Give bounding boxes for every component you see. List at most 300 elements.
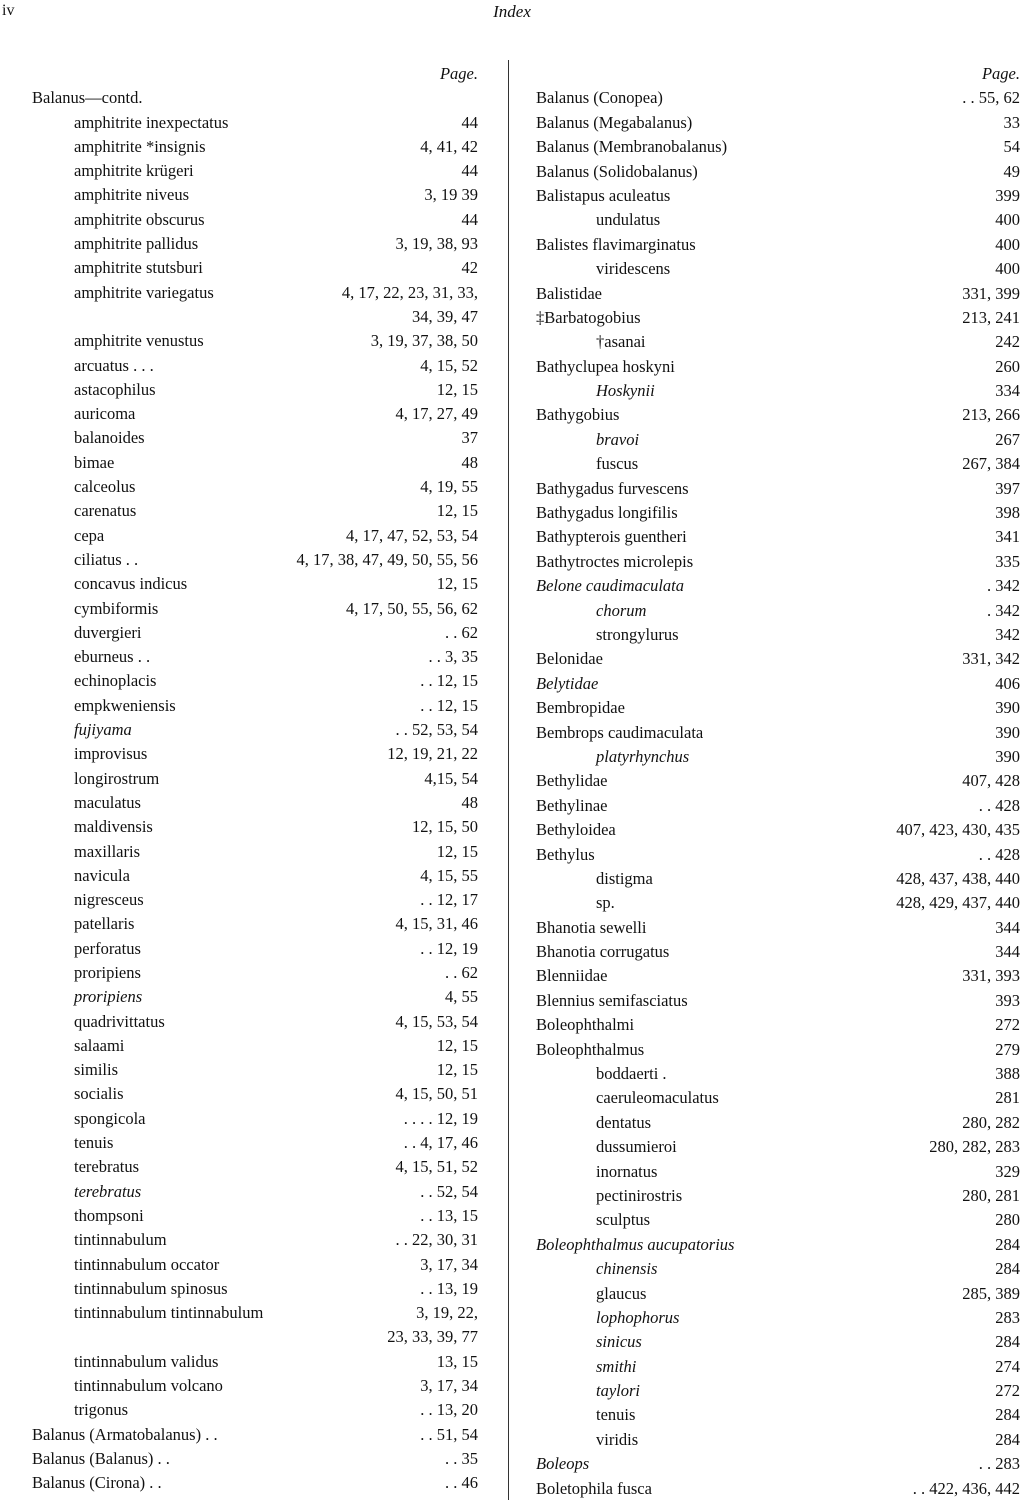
entry-term: sinicus	[596, 1332, 642, 1352]
index-entry	[0, 1010, 482, 1034]
entry-pages: 284	[995, 1234, 1020, 1254]
index-entry	[0, 1471, 482, 1495]
entry-pages: 3, 19 39	[424, 185, 478, 205]
entry-term: Bathyclupea hoskyni	[536, 356, 675, 376]
index-entry	[530, 745, 1024, 769]
entry-term: terebratus	[74, 1157, 140, 1177]
index-entry	[530, 452, 1024, 476]
entry-pages: . . 51, 54	[420, 1424, 478, 1444]
index-entry	[0, 475, 482, 499]
entry-pages: 284	[995, 1332, 1020, 1352]
entry-term: Balanus (Balanus) . .	[32, 1448, 170, 1468]
index-column-left	[0, 62, 482, 1496]
entry-term: maldivensis	[74, 817, 153, 837]
entry-term: amphitrite variegatus	[74, 282, 214, 302]
entry-pages: 3, 19, 37, 38, 50	[370, 331, 478, 351]
index-entry	[530, 867, 1024, 891]
index-entry	[530, 1208, 1024, 1232]
entry-term: taylori	[596, 1381, 640, 1401]
entry-pages: . . 13, 15	[420, 1205, 478, 1225]
entry-pages: 341	[995, 527, 1020, 547]
entry-term: distigma	[596, 868, 653, 888]
entry-term: auricoma	[74, 404, 136, 424]
entry-pages: . . 283	[978, 1454, 1020, 1474]
index-entry	[530, 574, 1024, 598]
entry-pages: 48	[461, 452, 478, 472]
entry-term: amphitrite pallidus	[74, 234, 199, 254]
entry-pages: 342	[995, 624, 1020, 644]
entry-term: Boletophila fusca	[536, 1478, 652, 1498]
index-entry	[0, 111, 482, 135]
entry-term: trigonus	[74, 1400, 129, 1420]
entry-term: Blennius semifasciatus	[536, 990, 688, 1010]
entry-term: fujiyama	[74, 720, 132, 740]
entry-term: maculatus	[74, 792, 141, 812]
entry-pages: 4,15, 54	[424, 768, 478, 788]
index-entry	[530, 623, 1024, 647]
entry-pages: . . 4, 17, 46	[403, 1133, 478, 1153]
index-entry	[0, 572, 482, 596]
index-entry	[0, 888, 482, 912]
entry-pages: 399	[995, 185, 1020, 205]
entry-term: duvergieri	[74, 622, 142, 642]
index-entry	[0, 1107, 482, 1131]
index-entry	[0, 1301, 482, 1325]
entry-pages: 4, 15, 55	[420, 865, 478, 885]
entry-term: concavus indicus	[74, 574, 188, 594]
entry-term: amphitrite inexpectatus	[74, 112, 229, 132]
entry-pages: 280, 281	[962, 1185, 1020, 1205]
entry-pages: 213, 241	[962, 307, 1020, 327]
entry-pages: 3, 19, 38, 93	[395, 234, 478, 254]
index-entry	[0, 742, 482, 766]
index-entry	[0, 621, 482, 645]
entry-pages: 3, 19, 22,	[416, 1303, 478, 1323]
entry-pages: 4, 17, 50, 55, 56, 62	[346, 598, 478, 618]
index-entry	[530, 1038, 1024, 1062]
entry-term: terebratus	[74, 1181, 142, 1201]
entry-term: amphitrite venustus	[74, 331, 204, 351]
entry-term: Bethyloidea	[536, 820, 616, 840]
index-entry	[530, 1257, 1024, 1281]
entry-term: Boleophthalmus	[536, 1039, 645, 1059]
entry-term: fuscus	[596, 454, 639, 474]
entry-pages: 284	[995, 1259, 1020, 1279]
index-entry	[0, 961, 482, 985]
right-entries	[530, 86, 1024, 1501]
entry-term: Bathygadus longifilis	[536, 503, 678, 523]
entry-term: amphitrite *insignis	[74, 136, 206, 156]
entry-pages: 12, 15, 50	[412, 817, 478, 837]
entry-term: Balanus—contd.	[32, 88, 143, 108]
index-entry	[530, 403, 1024, 427]
entry-pages: 34, 39, 47	[412, 306, 478, 326]
index-entry	[0, 694, 482, 718]
entry-term: Bathygadus furvescens	[536, 478, 689, 498]
index-entry	[0, 1180, 482, 1204]
entry-pages: 274	[995, 1356, 1020, 1376]
index-entry	[530, 1086, 1024, 1110]
entry-term: perforatus	[74, 938, 141, 958]
index-entry	[530, 1233, 1024, 1257]
entry-term: tintinnabulum occator	[74, 1254, 220, 1274]
index-entry	[0, 329, 482, 353]
entry-pages: 397	[995, 478, 1020, 498]
entry-pages: 407, 423, 430, 435	[896, 820, 1020, 840]
entry-term: carenatus	[74, 501, 137, 521]
entry-term: Balanus (Megabalanus)	[536, 112, 693, 132]
index-entry	[0, 791, 482, 815]
index-entry	[530, 721, 1024, 745]
index-entry	[530, 111, 1024, 135]
entry-term: dussumieroi	[596, 1137, 677, 1157]
entry-term: Balanus (Cirona) . .	[32, 1473, 162, 1493]
index-entry	[0, 499, 482, 523]
entry-pages: 44	[461, 161, 478, 181]
entry-pages: . . 52, 54	[420, 1181, 478, 1201]
entry-term: dentatus	[596, 1112, 651, 1132]
entry-pages: 335	[995, 551, 1020, 571]
index-entry	[0, 1350, 482, 1374]
entry-term: patellaris	[74, 914, 135, 934]
entry-pages: . . 12, 17	[420, 890, 478, 910]
entry-term: maxillaris	[74, 841, 140, 861]
entry-pages: . . 55, 62	[962, 88, 1020, 108]
entry-term: Boleophthalmi	[536, 1015, 635, 1035]
entry-pages: 242	[995, 332, 1020, 352]
index-entry	[0, 1253, 482, 1277]
entry-term: Balistidae	[536, 283, 602, 303]
entry-pages: . . 428	[978, 844, 1020, 864]
entry-term: echinoplacis	[74, 671, 157, 691]
index-entry	[530, 1477, 1024, 1501]
index-entry	[0, 451, 482, 475]
index-entry	[0, 354, 482, 378]
entry-term: eburneus . .	[74, 647, 151, 667]
entry-term: arcuatus . . .	[74, 355, 154, 375]
entry-pages: 267	[995, 429, 1020, 449]
index-entry	[530, 1379, 1024, 1403]
entry-pages: 406	[995, 673, 1020, 693]
entry-term: Bethylinae	[536, 795, 608, 815]
entry-pages: 4, 15, 50, 51	[395, 1084, 478, 1104]
index-entry	[0, 864, 482, 888]
entry-pages: 388	[995, 1064, 1020, 1084]
index-entry	[0, 669, 482, 693]
entry-term: thompsoni	[74, 1205, 144, 1225]
index-entry	[0, 1277, 482, 1301]
entry-term: bimae	[74, 452, 115, 472]
entry-pages: 390	[995, 698, 1020, 718]
index-entry	[530, 525, 1024, 549]
entry-pages: 344	[995, 942, 1020, 962]
entry-pages: 48	[461, 792, 478, 812]
entry-pages: . . 62	[445, 622, 478, 642]
entry-pages: 334	[995, 381, 1020, 401]
entry-term: amphitrite niveus	[74, 185, 190, 205]
index-entry	[0, 402, 482, 426]
index-entry	[530, 306, 1024, 330]
entry-pages: 400	[995, 259, 1020, 279]
index-entry	[530, 1160, 1024, 1184]
entry-pages: 12, 19, 21, 22	[387, 744, 478, 764]
index-entry	[530, 1330, 1024, 1354]
entry-term: Belonidae	[536, 649, 603, 669]
entry-pages: 390	[995, 722, 1020, 742]
entry-term: chinensis	[596, 1259, 658, 1279]
index-entry	[530, 891, 1024, 915]
entry-term: tintinnabulum validus	[74, 1351, 219, 1371]
entry-pages: 344	[995, 917, 1020, 937]
entry-pages: 37	[461, 428, 478, 448]
entry-term: Balistapus aculeatus	[536, 185, 671, 205]
entry-pages: 281	[995, 1088, 1020, 1108]
entry-pages: 4, 15, 51, 52	[395, 1157, 478, 1177]
index-entry	[0, 426, 482, 450]
index-entry	[0, 645, 482, 669]
index-entry	[530, 1111, 1024, 1135]
entry-pages: 23, 33, 39, 77	[387, 1327, 478, 1347]
entry-term: socialis	[74, 1084, 124, 1104]
index-entry	[0, 937, 482, 961]
index-entry	[530, 208, 1024, 232]
entry-pages: 12, 15	[436, 1060, 478, 1080]
entry-pages: . . 12, 15	[420, 671, 478, 691]
entry-term: †asanai	[596, 332, 646, 352]
index-column-right	[530, 62, 1024, 1501]
entry-pages: 393	[995, 990, 1020, 1010]
page-number: iv	[2, 2, 15, 19]
index-entry	[530, 696, 1024, 720]
entry-term: navicula	[74, 865, 130, 885]
entry-term: Boleops	[536, 1454, 590, 1474]
index-entry	[0, 1447, 482, 1471]
entry-pages: 54	[1003, 137, 1020, 157]
entry-pages: 331, 393	[962, 966, 1020, 986]
index-entry	[530, 818, 1024, 842]
entry-term: Bathypterois guentheri	[536, 527, 687, 547]
entry-pages: . . 13, 19	[420, 1278, 478, 1298]
entry-term: Balanus (Conopea)	[536, 88, 663, 108]
index-entry	[0, 985, 482, 1009]
index-entry	[530, 1282, 1024, 1306]
entry-term: amphitrite stutsburi	[74, 258, 203, 278]
index-entry	[530, 477, 1024, 501]
index-entry	[530, 1355, 1024, 1379]
entry-pages: 12, 15	[436, 379, 478, 399]
entry-pages: 4, 15, 53, 54	[395, 1011, 478, 1031]
index-entry	[0, 86, 482, 110]
index-entry	[530, 160, 1024, 184]
left-entries	[0, 86, 482, 1495]
entry-term: balanoides	[74, 428, 145, 448]
entry-pages: 12, 15	[436, 501, 478, 521]
index-entry	[530, 330, 1024, 354]
entry-term: pectinirostris	[596, 1185, 683, 1205]
entry-term: smithi	[596, 1356, 637, 1376]
index-entry	[530, 86, 1024, 110]
entry-term: sp.	[596, 893, 615, 913]
entry-pages: . . 35	[445, 1448, 478, 1468]
entry-term: undulatus	[596, 210, 661, 230]
page-column-heading: Page.	[981, 64, 1020, 83]
entry-term: Balanus (Armatobalanus) . .	[32, 1424, 218, 1444]
index-entry	[530, 769, 1024, 793]
index-entry	[530, 233, 1024, 257]
entry-pages: 4, 55	[445, 987, 478, 1007]
index-entry	[0, 305, 482, 329]
entry-term: amphitrite obscurus	[74, 209, 205, 229]
entry-pages: 33	[1003, 112, 1020, 132]
entry-term: tenuis	[596, 1405, 636, 1425]
index-entry	[0, 232, 482, 256]
entry-pages: 4, 19, 55	[420, 477, 478, 497]
entry-term: tenuis	[74, 1133, 114, 1153]
entry-term: tintinnabulum tintinnabulum	[74, 1303, 264, 1323]
index-entry	[0, 1228, 482, 1252]
index-entry	[530, 1184, 1024, 1208]
index-entry	[530, 257, 1024, 281]
entry-term: tintinnabulum spinosus	[74, 1278, 228, 1298]
entry-pages: 272	[995, 1015, 1020, 1035]
index-entry	[530, 184, 1024, 208]
index-entry	[0, 183, 482, 207]
index-entry	[0, 1155, 482, 1179]
entry-term: Bembrops caudimaculata	[536, 722, 704, 742]
index-entry	[0, 1204, 482, 1228]
index-entry	[530, 916, 1024, 940]
entry-pages: . . 12, 19	[420, 938, 478, 958]
entry-term: Bathygobius	[536, 405, 620, 425]
index-entry	[0, 208, 482, 232]
entry-pages: . . 422, 436, 442	[912, 1478, 1020, 1498]
entry-term: cepa	[74, 525, 105, 545]
entry-pages: 280, 282	[962, 1112, 1020, 1132]
entry-term: cymbiformis	[74, 598, 159, 618]
entry-term: amphitrite krügeri	[74, 161, 194, 181]
index-entry	[530, 1428, 1024, 1452]
entry-pages: 3, 17, 34	[420, 1254, 478, 1274]
entry-pages: 267, 384	[962, 454, 1020, 474]
entry-term: longirostrum	[74, 768, 160, 788]
entry-term: calceolus	[74, 477, 136, 497]
index-entry	[530, 1452, 1024, 1476]
index-entry	[530, 135, 1024, 159]
entry-pages: 49	[1003, 161, 1020, 181]
entry-term: similis	[74, 1060, 119, 1080]
entry-term: glaucus	[596, 1283, 647, 1303]
entry-term: viridis	[596, 1429, 639, 1449]
entry-pages: . . . . 12, 19	[403, 1108, 478, 1128]
entry-pages: 428, 437, 438, 440	[896, 868, 1020, 888]
page-column-heading: Page.	[439, 64, 478, 83]
entry-pages: 13, 15	[436, 1351, 478, 1371]
entry-pages: 4, 17, 27, 49	[395, 404, 478, 424]
entry-term: Bembropidae	[536, 698, 625, 718]
index-entry	[0, 1034, 482, 1058]
index-entry	[530, 550, 1024, 574]
entry-term: Bhanotia sewelli	[536, 917, 647, 937]
entry-pages: . . 12, 15	[420, 695, 478, 715]
index-entry	[530, 672, 1024, 696]
entry-term: tintinnabulum volcano	[74, 1376, 223, 1396]
entry-term: spongicola	[74, 1108, 146, 1128]
entry-term: astacophilus	[74, 379, 156, 399]
entry-pages: 398	[995, 503, 1020, 523]
entry-pages: . . 428	[978, 795, 1020, 815]
entry-term: Bethylus	[536, 844, 595, 864]
entry-pages: 284	[995, 1429, 1020, 1449]
entry-pages: 390	[995, 746, 1020, 766]
entry-pages: 4, 15, 31, 46	[395, 914, 478, 934]
entry-pages: 279	[995, 1039, 1020, 1059]
index-entry	[0, 159, 482, 183]
index-entry	[0, 378, 482, 402]
entry-term: salaami	[74, 1035, 125, 1055]
entry-term: inornatus	[596, 1161, 658, 1181]
entry-term: proripiens	[74, 987, 143, 1007]
index-entry	[0, 912, 482, 936]
entry-term: strongylurus	[596, 624, 679, 644]
index-entry	[0, 135, 482, 159]
entry-term: quadrivittatus	[74, 1011, 165, 1031]
entry-term: ‡Barbatogobius	[536, 307, 641, 327]
entry-pages: 285, 389	[962, 1283, 1020, 1303]
entry-term: tintinnabulum	[74, 1230, 167, 1250]
entry-term: Boleophthalmus aucupatorius	[536, 1234, 735, 1254]
index-entry	[530, 843, 1024, 867]
entry-pages: 42	[461, 258, 478, 278]
entry-term: platyrhynchus	[596, 746, 690, 766]
entry-pages: 284	[995, 1405, 1020, 1425]
index-entry	[530, 647, 1024, 671]
entry-pages: 44	[461, 112, 478, 132]
index-entry	[530, 989, 1024, 1013]
entry-pages: . . 22, 30, 31	[395, 1230, 478, 1250]
entry-pages: . 342	[987, 600, 1020, 620]
entry-term: lophophorus	[596, 1307, 680, 1327]
index-entry	[0, 281, 482, 305]
entry-pages: 12, 15	[436, 1035, 478, 1055]
entry-pages: 44	[461, 209, 478, 229]
entry-term: viridescens	[596, 259, 671, 279]
entry-pages: 12, 15	[436, 841, 478, 861]
index-entry	[530, 1306, 1024, 1330]
entry-pages: 280, 282, 283	[929, 1137, 1020, 1157]
entry-term: Belone caudimaculata	[536, 576, 685, 596]
index-entry	[530, 599, 1024, 623]
index-entry	[530, 355, 1024, 379]
index-entry	[0, 548, 482, 572]
entry-pages: . . 13, 20	[420, 1400, 478, 1420]
entry-pages: 4, 17, 38, 47, 49, 50, 55, 56	[296, 549, 478, 569]
index-entry	[530, 379, 1024, 403]
entry-pages: 4, 17, 22, 23, 31, 33,	[341, 282, 478, 302]
entry-term: Bathytroctes microlepis	[536, 551, 694, 571]
index-entry	[530, 940, 1024, 964]
entry-pages: 400	[995, 234, 1020, 254]
entry-term: nigresceus	[74, 890, 144, 910]
index-entry	[0, 597, 482, 621]
entry-pages: . . 52, 53, 54	[395, 720, 478, 740]
entry-pages: . . 46	[445, 1473, 478, 1493]
index-entry	[0, 1423, 482, 1447]
column-divider	[508, 60, 509, 1500]
index-entry	[0, 840, 482, 864]
entry-term: Hoskynii	[596, 381, 655, 401]
index-entry	[0, 524, 482, 548]
index-entry	[530, 1403, 1024, 1427]
